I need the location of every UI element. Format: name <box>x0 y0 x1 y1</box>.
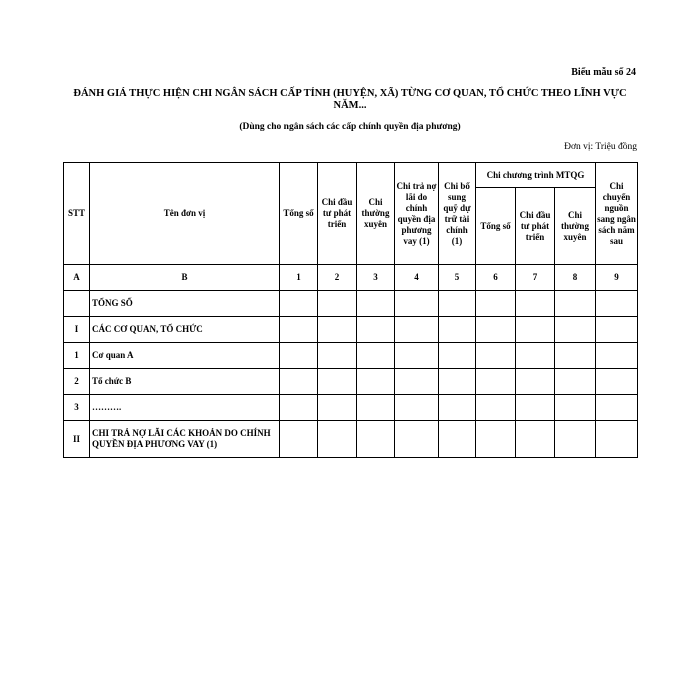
index-cell: 9 <box>596 265 638 291</box>
value-cell <box>596 343 638 369</box>
value-cell <box>596 421 638 458</box>
value-cell <box>555 421 596 458</box>
value-cell <box>318 421 357 458</box>
value-cell <box>357 317 395 343</box>
value-cell <box>280 395 318 421</box>
row-stt: 3 <box>64 395 90 421</box>
header-interest: Chi trả nợ lãi do chính quyền địa phương vay (1) <box>395 163 439 265</box>
row-name: ………. <box>90 395 280 421</box>
value-cell <box>318 317 357 343</box>
value-cell <box>476 395 516 421</box>
value-cell <box>516 291 555 317</box>
row-name: Cơ quan A <box>90 343 280 369</box>
value-cell <box>395 369 439 395</box>
value-cell <box>318 369 357 395</box>
value-cell <box>439 421 476 458</box>
value-cell <box>395 317 439 343</box>
value-cell <box>596 369 638 395</box>
value-cell <box>596 291 638 317</box>
value-cell <box>318 343 357 369</box>
header-carryover: Chi chuyển nguồn sang ngân sách năm sau <box>596 163 638 265</box>
value-cell <box>516 317 555 343</box>
index-cell: A <box>64 265 90 291</box>
value-cell <box>280 343 318 369</box>
index-cell: 4 <box>395 265 439 291</box>
header-unit-name: Tên đơn vị <box>90 163 280 265</box>
index-cell: 1 <box>280 265 318 291</box>
value-cell <box>357 291 395 317</box>
row-stt: II <box>64 421 90 458</box>
value-cell <box>516 343 555 369</box>
value-cell <box>395 343 439 369</box>
document-subtitle: (Dùng cho ngân sách các cấp chính quyền địa phương) <box>239 122 461 132</box>
header-mtqg-recurrent: Chi thường xuyên <box>555 188 596 265</box>
index-cell: 8 <box>555 265 596 291</box>
header-reserve-fund: Chi bổ sung quỹ dự trữ tài chính (1) <box>439 163 476 265</box>
header-stt: STT <box>64 163 90 265</box>
value-cell <box>357 369 395 395</box>
value-cell <box>555 369 596 395</box>
value-cell <box>357 421 395 458</box>
row-stt <box>64 291 90 317</box>
value-cell <box>476 291 516 317</box>
value-cell <box>439 395 476 421</box>
value-cell <box>395 395 439 421</box>
value-cell <box>555 395 596 421</box>
header-mtqg-group: Chi chương trình MTQG <box>476 163 596 188</box>
value-cell <box>280 291 318 317</box>
header-total: Tổng số <box>280 163 318 265</box>
value-cell <box>516 369 555 395</box>
value-cell <box>280 369 318 395</box>
row-stt: 1 <box>64 343 90 369</box>
index-cell: 3 <box>357 265 395 291</box>
table-row <box>64 291 638 317</box>
value-cell <box>318 395 357 421</box>
value-cell <box>596 395 638 421</box>
value-cell <box>516 421 555 458</box>
table-row <box>64 317 638 343</box>
value-cell <box>439 343 476 369</box>
table-row <box>64 369 638 395</box>
index-cell: B <box>90 265 280 291</box>
value-cell <box>439 317 476 343</box>
value-cell <box>555 343 596 369</box>
value-cell <box>439 291 476 317</box>
value-cell <box>476 369 516 395</box>
table-row <box>64 395 638 421</box>
unit-label: Đơn vị: Triệu đồng <box>564 142 637 152</box>
value-cell <box>596 317 638 343</box>
header-recurrent: Chi thường xuyên <box>357 163 395 265</box>
row-name: CHI TRẢ NỢ LÃI CÁC KHOẢN DO CHÍNH QUYỀN ĐỊA PHƯƠNG VAY (1) <box>90 421 280 458</box>
row-name: CÁC CƠ QUAN, TỔ CHỨC <box>90 317 280 343</box>
table-row <box>64 421 638 458</box>
value-cell <box>395 291 439 317</box>
value-cell <box>357 395 395 421</box>
budget-table <box>63 162 638 458</box>
header-mtqg-dev-invest: Chi đầu tư phát triển <box>516 188 555 265</box>
value-cell <box>280 317 318 343</box>
value-cell <box>555 291 596 317</box>
document-title: ĐÁNH GIÁ THỰC HIỆN CHI NGÂN SÁCH CẤP TỈNH (HUYỆN, XÃ) TỪNG CƠ QUAN, TỔ CHỨC THEO LĨNH VỰC NĂM... <box>73 88 627 111</box>
table-row <box>64 343 638 369</box>
value-cell <box>439 369 476 395</box>
index-cell: 6 <box>476 265 516 291</box>
row-stt: 2 <box>64 369 90 395</box>
form-number: Biểu mẫu số 24 <box>571 67 636 78</box>
value-cell <box>476 343 516 369</box>
value-cell <box>357 343 395 369</box>
header-dev-invest: Chi đầu tư phát triển <box>318 163 357 265</box>
row-name: Tổ chức B <box>90 369 280 395</box>
value-cell <box>476 421 516 458</box>
row-name: TỔNG SỐ <box>90 291 280 317</box>
index-cell: 2 <box>318 265 357 291</box>
header-mtqg-total: Tổng số <box>476 188 516 265</box>
value-cell <box>280 421 318 458</box>
index-cell: 5 <box>439 265 476 291</box>
value-cell <box>476 317 516 343</box>
value-cell <box>318 291 357 317</box>
value-cell <box>395 421 439 458</box>
value-cell <box>555 317 596 343</box>
column-index-row <box>64 265 638 291</box>
index-cell: 7 <box>516 265 555 291</box>
value-cell <box>516 395 555 421</box>
row-stt: I <box>64 317 90 343</box>
